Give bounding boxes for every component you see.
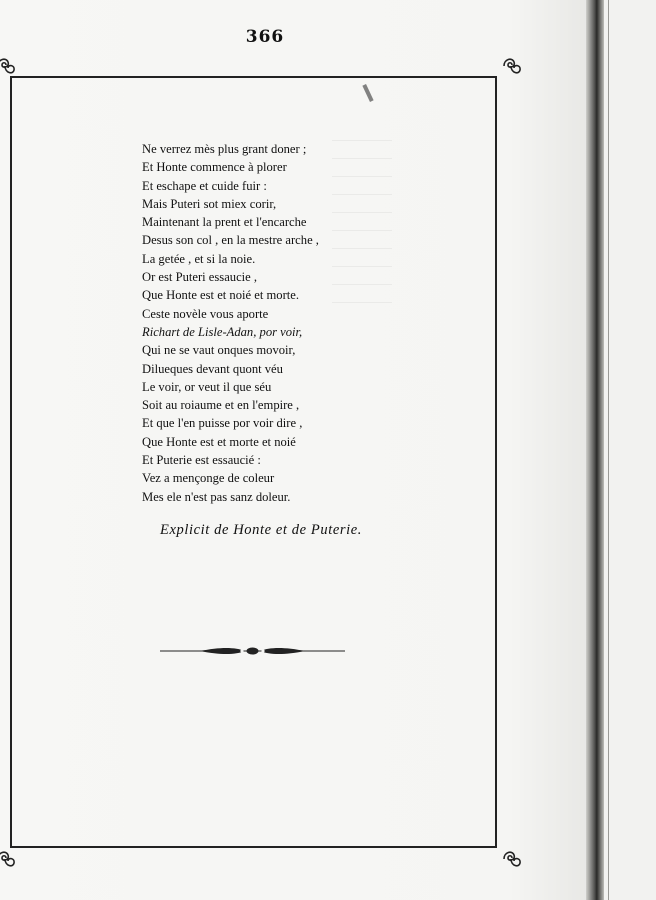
- book-gutter: [586, 0, 604, 900]
- poem-line: Que Honte est et noié et morte.: [142, 288, 300, 303]
- poem-line: Or est Puteri essaucie ,: [142, 270, 258, 285]
- poem-line: Dilueques devant quont véu: [142, 361, 283, 376]
- poem-line: La getée , et si la noie.: [142, 251, 256, 266]
- poem-line: Vez a mençonge de coleur: [142, 471, 275, 486]
- corner-flourish-icon: [500, 848, 522, 870]
- poem-line: Que Honte est et morte et noié: [142, 434, 296, 449]
- fleuron-divider-icon: [160, 644, 345, 658]
- corner-flourish-icon: [0, 55, 16, 77]
- poem-line: Et que l'en puisse por voir dire ,: [142, 416, 303, 431]
- poem-line: Et eschape et cuide fuir :: [142, 178, 267, 193]
- corner-flourish-icon: [500, 55, 522, 77]
- page-number: 366: [245, 27, 285, 47]
- poem-line: Ceste novèle vous aporte: [142, 306, 269, 321]
- poem-line: Et Puterie est essaucié :: [142, 453, 261, 468]
- poem-text: [142, 140, 472, 506]
- poem-line: Ne verrez mès plus grant doner ;: [142, 142, 307, 156]
- poem-line: Et Honte commence à plorer: [142, 160, 287, 175]
- facing-page-rule: [608, 0, 609, 900]
- poem-line: Mes ele n'est pas sanz doleur.: [142, 489, 291, 504]
- poem-line: Richart de Lisle-Adan, por voir,: [142, 324, 303, 339]
- poem-line: Desus son col , en la mestre arche ,: [142, 233, 319, 248]
- poem-line: Le voir, or veut il que séu: [142, 379, 272, 394]
- facing-page-edge: [604, 0, 656, 900]
- corner-flourish-icon: [0, 848, 16, 870]
- poem-line: Maintenant la prent et l'encarche: [142, 215, 307, 230]
- explicit-line: Explicit de Honte et de Puterie.: [160, 522, 362, 538]
- poem-line: Qui ne se vaut onques movoir,: [142, 343, 296, 358]
- poem-line: Mais Puteri sot miex corir,: [142, 196, 277, 211]
- poem-line: Soit au roiaume et en l'empire ,: [142, 398, 300, 413]
